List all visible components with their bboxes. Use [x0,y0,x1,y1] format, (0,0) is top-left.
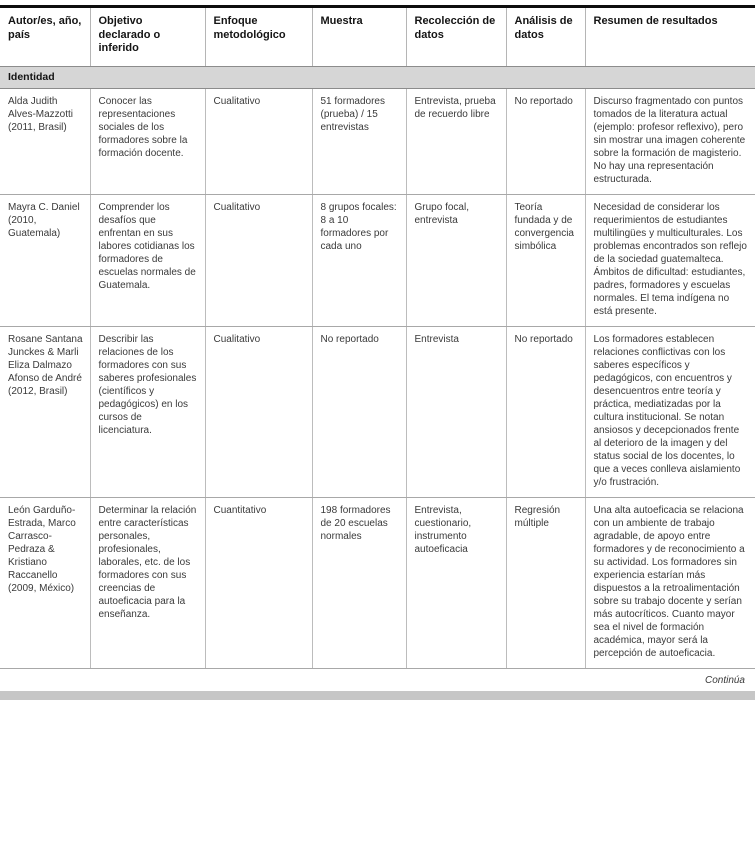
col-header-analysis: Análisis de datos [506,7,585,67]
cell-sample: 198 formadores de 20 escuelas normales [312,497,406,668]
cell-objective: Describir las relaciones de los formadores con sus saberes profesionales (científicos y pedagógicos) en los cursos de licenciatura. [90,326,205,497]
col-header-sample: Muestra [312,7,406,67]
cell-summary: Los formadores establecen relaciones conflictivas con los saberes específicos y pedagógicos, con encuentros y desencuentros entre teoría y práctica, mediatizadas por la cultura institucional. Se notan ansiosos y decepcionados frente al deterioro de la imagen y del status social de los docentes, lo que a veces conlleva aislamiento y/o frustración. [585,326,755,497]
cell-collection: Entrevista, prueba de recuerdo libre [406,88,506,194]
cell-objective: Conocer las representaciones sociales de los formadores sobre la formación docente. [90,88,205,194]
cell-sample: 51 formadores (prueba) / 15 entrevistas [312,88,406,194]
header-row [0,7,755,67]
table-row [0,326,755,497]
section-row [0,66,755,88]
cell-objective: Comprender los desafíos que enfrentan en sus labores cotidianas los formadores de escuelas normales de Guatemala. [90,194,205,326]
cell-analysis: Teoría fundada y de convergencia simbólica [506,194,585,326]
col-header-approach: Enfoque metodológico [205,7,312,67]
cell-author: Mayra C. Daniel (2010, Guatemala) [0,194,90,326]
cell-collection: Grupo focal, entrevista [406,194,506,326]
cell-analysis: No reportado [506,326,585,497]
cell-summary: Necesidad de considerar los requerimientos de estudiantes multilingües y multiculturales. Los problemas encontrados son reflejo de la sociedad guatemalteca. Ámbitos de dificultad: estudiantes, padres, formadores y escuelas normales. El tema indígena no está presente. [585,194,755,326]
studies-table [0,5,755,669]
cell-analysis: No reportado [506,88,585,194]
cell-sample: No reportado [312,326,406,497]
cell-author: León Garduño-Estrada, Marco Carrasco-Pedraza & Kristiano Raccanello (2009, México) [0,497,90,668]
cell-summary: Discurso fragmentado con puntos tomados de la literatura actual (ejemplo: profesor reflexivo), pero sin mostrar una imagen coherente sobre la formación de magisterio. No hay una representación estructurada. [585,88,755,194]
cell-approach: Cuantitativo [205,497,312,668]
cell-analysis: Regresión múltiple [506,497,585,668]
cell-collection: Entrevista [406,326,506,497]
col-header-objective: Objetivo declarado o inferido [90,7,205,67]
table-row [0,194,755,326]
col-header-author: Autor/es, año, país [0,7,90,67]
cell-approach: Cualitativo [205,326,312,497]
cell-author: Rosane Santana Junckes & Marli Eliza Dalmazo Afonso de André (2012, Brasil) [0,326,90,497]
col-header-summary: Resumen de resultados [585,7,755,67]
continuation-note: Continúa [704,674,745,686]
table-row [0,497,755,668]
page-divider-bar [0,691,755,700]
cell-objective: Determinar la relación entre características personales, profesionales, laborales, etc. de los formadores con sus creencias de autoeficacia para la enseñanza. [90,497,205,668]
cell-collection: Entrevista, cuestionario, instrumento autoeficacia [406,497,506,668]
col-header-collection: Recolección de datos [406,7,506,67]
cell-summary: Una alta autoeficacia se relaciona con un ambiente de trabajo agradable, de apoyo entre formadores y de reconocimiento a su actividad. Los formadores sin experiencia estarían más dispuestos a la retroalimentación sobre su trabajo docente y serían más autocríticos. Cuanto mayor sea el nivel de formación académica, mayor será la percepción de autoeficacia. [585,497,755,668]
cell-approach: Cualitativo [205,88,312,194]
cell-author: Alda Judith Alves-Mazzotti (2011, Brasil) [0,88,90,194]
cell-sample: 8 grupos focales: 8 a 10 formadores por cada uno [312,194,406,326]
cell-approach: Cualitativo [205,194,312,326]
section-header-identidad: Identidad [0,66,755,88]
table-row [0,88,755,194]
